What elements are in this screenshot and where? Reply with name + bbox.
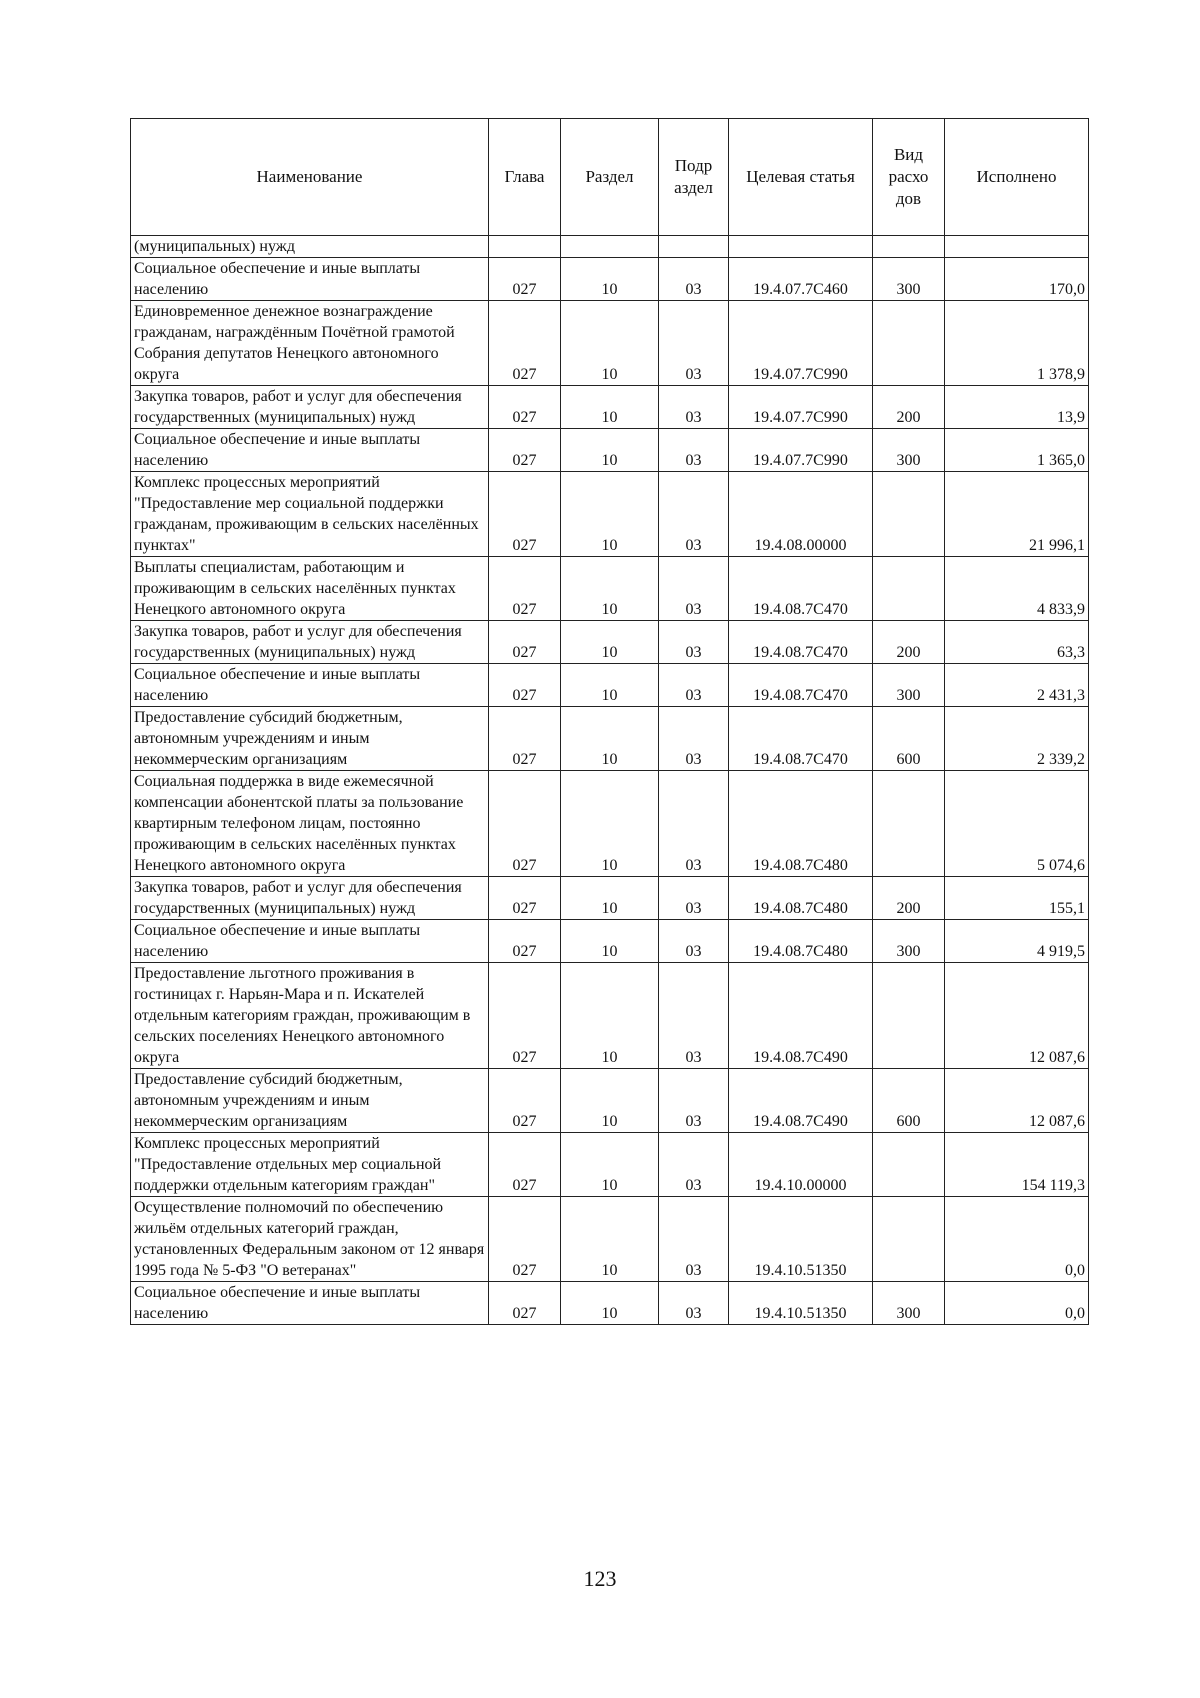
cell-subsection: 03 xyxy=(659,621,729,664)
table-row xyxy=(131,771,1089,877)
table-row xyxy=(131,1069,1089,1133)
table-row xyxy=(131,963,1089,1069)
cell-chapter: 027 xyxy=(489,301,561,386)
cell-type: 300 xyxy=(873,920,945,963)
header-article: Целевая статья xyxy=(729,119,873,236)
cell-type xyxy=(873,472,945,557)
cell-chapter: 027 xyxy=(489,1282,561,1325)
cell-subsection: 03 xyxy=(659,1197,729,1282)
cell-section: 10 xyxy=(561,963,659,1069)
header-section: Раздел xyxy=(561,119,659,236)
cell-article xyxy=(729,236,873,258)
cell-subsection: 03 xyxy=(659,1133,729,1197)
cell-section: 10 xyxy=(561,621,659,664)
cell-sum: 4 833,9 xyxy=(945,557,1089,621)
cell-type xyxy=(873,236,945,258)
cell-type xyxy=(873,963,945,1069)
cell-section: 10 xyxy=(561,258,659,301)
cell-name: Осуществление полномочий по обеспечению жильём отдельных категорий граждан, установленных Федеральным законом от 12 января 1995 года № 5-ФЗ "О ветеранах" xyxy=(131,1197,489,1282)
table-row xyxy=(131,301,1089,386)
cell-article: 19.4.10.00000 xyxy=(729,1133,873,1197)
cell-article: 19.4.08.7С480 xyxy=(729,771,873,877)
table-body xyxy=(131,236,1089,1325)
cell-subsection: 03 xyxy=(659,429,729,472)
cell-article: 19.4.08.7С470 xyxy=(729,621,873,664)
cell-name: Социальное обеспечение и иные выплаты населению xyxy=(131,1282,489,1325)
cell-subsection: 03 xyxy=(659,472,729,557)
table-row xyxy=(131,877,1089,920)
cell-subsection: 03 xyxy=(659,963,729,1069)
cell-chapter: 027 xyxy=(489,429,561,472)
cell-name: Комплекс процессных мероприятий "Предоставление мер социальной поддержки гражданам, проживающим в сельских населённых пунктах" xyxy=(131,472,489,557)
cell-type: 600 xyxy=(873,1069,945,1133)
cell-article: 19.4.07.7С460 xyxy=(729,258,873,301)
table-row xyxy=(131,258,1089,301)
cell-name: Комплекс процессных мероприятий "Предоставление отдельных мер социальной поддержки отдельным категориям граждан" xyxy=(131,1133,489,1197)
cell-subsection: 03 xyxy=(659,301,729,386)
cell-sum: 154 119,3 xyxy=(945,1133,1089,1197)
cell-subsection: 03 xyxy=(659,386,729,429)
cell-article: 19.4.08.7С470 xyxy=(729,707,873,771)
cell-chapter: 027 xyxy=(489,472,561,557)
header-chapter: Глава xyxy=(489,119,561,236)
cell-section: 10 xyxy=(561,557,659,621)
cell-type: 300 xyxy=(873,258,945,301)
cell-section: 10 xyxy=(561,920,659,963)
cell-sum: 13,9 xyxy=(945,386,1089,429)
cell-sum xyxy=(945,236,1089,258)
cell-name: Социальное обеспечение и иные выплаты населению xyxy=(131,664,489,707)
cell-article: 19.4.08.7С490 xyxy=(729,963,873,1069)
cell-subsection: 03 xyxy=(659,771,729,877)
cell-name: (муниципальных) нужд xyxy=(131,236,489,258)
table-row xyxy=(131,472,1089,557)
table-row xyxy=(131,1197,1089,1282)
cell-chapter: 027 xyxy=(489,664,561,707)
cell-sum: 1 365,0 xyxy=(945,429,1089,472)
table-row xyxy=(131,236,1089,258)
table-row xyxy=(131,386,1089,429)
cell-section: 10 xyxy=(561,386,659,429)
header-type: Вид расхо дов xyxy=(873,119,945,236)
cell-type: 200 xyxy=(873,386,945,429)
cell-sum: 4 919,5 xyxy=(945,920,1089,963)
cell-article: 19.4.07.7С990 xyxy=(729,429,873,472)
cell-name: Предоставление субсидий бюджетным, автономным учреждениям и иным некоммерческим организациям xyxy=(131,707,489,771)
cell-chapter: 027 xyxy=(489,1069,561,1133)
cell-sum: 2 431,3 xyxy=(945,664,1089,707)
cell-sum: 63,3 xyxy=(945,621,1089,664)
cell-section: 10 xyxy=(561,1133,659,1197)
cell-article: 19.4.07.7С990 xyxy=(729,301,873,386)
cell-type: 600 xyxy=(873,707,945,771)
cell-chapter: 027 xyxy=(489,258,561,301)
cell-type: 200 xyxy=(873,877,945,920)
cell-sum: 155,1 xyxy=(945,877,1089,920)
cell-article: 19.4.07.7С990 xyxy=(729,386,873,429)
cell-chapter: 027 xyxy=(489,877,561,920)
cell-type: 300 xyxy=(873,429,945,472)
cell-subsection: 03 xyxy=(659,877,729,920)
cell-subsection: 03 xyxy=(659,258,729,301)
cell-section: 10 xyxy=(561,771,659,877)
cell-name: Социальная поддержка в виде ежемесячной компенсации абонентской платы за пользование квартирным телефоном лицам, постоянно проживающим в сельских населённых пунктах Ненецкого автономного округа xyxy=(131,771,489,877)
cell-section: 10 xyxy=(561,429,659,472)
cell-subsection: 03 xyxy=(659,920,729,963)
cell-subsection: 03 xyxy=(659,1069,729,1133)
cell-sum: 0,0 xyxy=(945,1197,1089,1282)
cell-type xyxy=(873,1133,945,1197)
cell-subsection: 03 xyxy=(659,664,729,707)
table-row xyxy=(131,664,1089,707)
cell-type xyxy=(873,301,945,386)
cell-sum: 5 074,6 xyxy=(945,771,1089,877)
cell-chapter: 027 xyxy=(489,963,561,1069)
cell-sum: 0,0 xyxy=(945,1282,1089,1325)
cell-article: 19.4.08.00000 xyxy=(729,472,873,557)
cell-name: Социальное обеспечение и иные выплаты населению xyxy=(131,429,489,472)
table-row xyxy=(131,429,1089,472)
header-sum: Исполнено xyxy=(945,119,1089,236)
cell-section: 10 xyxy=(561,1282,659,1325)
cell-name: Предоставление льготного проживания в гостиницах г. Нарьян-Мара и п. Искателей отдельным категориям граждан, проживающим в сельских поселениях Ненецкого автономного округа xyxy=(131,963,489,1069)
cell-type: 200 xyxy=(873,621,945,664)
cell-section: 10 xyxy=(561,1197,659,1282)
cell-name: Закупка товаров, работ и услуг для обеспечения государственных (муниципальных) нужд xyxy=(131,386,489,429)
cell-sum: 2 339,2 xyxy=(945,707,1089,771)
cell-chapter: 027 xyxy=(489,621,561,664)
budget-table xyxy=(130,118,1089,1325)
cell-chapter xyxy=(489,236,561,258)
table-row xyxy=(131,621,1089,664)
cell-section: 10 xyxy=(561,707,659,771)
table-row xyxy=(131,1282,1089,1325)
cell-article: 19.4.08.7С470 xyxy=(729,664,873,707)
header-subsection: Подр аздел xyxy=(659,119,729,236)
cell-chapter: 027 xyxy=(489,386,561,429)
cell-chapter: 027 xyxy=(489,707,561,771)
cell-name: Выплаты специалистам, работающим и проживающим в сельских населённых пунктах Ненецкого автономного округа xyxy=(131,557,489,621)
cell-subsection: 03 xyxy=(659,707,729,771)
cell-article: 19.4.08.7С470 xyxy=(729,557,873,621)
header-name: Наименование xyxy=(131,119,489,236)
cell-type xyxy=(873,1197,945,1282)
cell-subsection: 03 xyxy=(659,1282,729,1325)
cell-subsection xyxy=(659,236,729,258)
cell-sum: 1 378,9 xyxy=(945,301,1089,386)
cell-article: 19.4.10.51350 xyxy=(729,1197,873,1282)
cell-type xyxy=(873,557,945,621)
cell-sum: 170,0 xyxy=(945,258,1089,301)
cell-type: 300 xyxy=(873,664,945,707)
cell-name: Предоставление субсидий бюджетным, автономным учреждениям и иным некоммерческим организациям xyxy=(131,1069,489,1133)
cell-article: 19.4.10.51350 xyxy=(729,1282,873,1325)
cell-type: 300 xyxy=(873,1282,945,1325)
cell-chapter: 027 xyxy=(489,771,561,877)
cell-name: Закупка товаров, работ и услуг для обеспечения государственных (муниципальных) нужд xyxy=(131,877,489,920)
cell-section: 10 xyxy=(561,877,659,920)
cell-sum: 12 087,6 xyxy=(945,963,1089,1069)
cell-section xyxy=(561,236,659,258)
cell-chapter: 027 xyxy=(489,1197,561,1282)
cell-name: Закупка товаров, работ и услуг для обеспечения государственных (муниципальных) нужд xyxy=(131,621,489,664)
cell-chapter: 027 xyxy=(489,1133,561,1197)
cell-chapter: 027 xyxy=(489,557,561,621)
cell-sum: 12 087,6 xyxy=(945,1069,1089,1133)
table-row xyxy=(131,1133,1089,1197)
cell-subsection: 03 xyxy=(659,557,729,621)
cell-chapter: 027 xyxy=(489,920,561,963)
table-header-row xyxy=(131,119,1089,236)
cell-name: Социальное обеспечение и иные выплаты населению xyxy=(131,258,489,301)
page-number: 123 xyxy=(583,1566,617,1591)
cell-name: Социальное обеспечение и иные выплаты населению xyxy=(131,920,489,963)
cell-section: 10 xyxy=(561,1069,659,1133)
cell-article: 19.4.08.7С480 xyxy=(729,920,873,963)
cell-section: 10 xyxy=(561,301,659,386)
cell-article: 19.4.08.7С490 xyxy=(729,1069,873,1133)
cell-sum: 21 996,1 xyxy=(945,472,1089,557)
table-row xyxy=(131,920,1089,963)
cell-name: Единовременное денежное вознаграждение гражданам, награждённым Почётной грамотой Собрания депутатов Ненецкого автономного округа xyxy=(131,301,489,386)
cell-section: 10 xyxy=(561,472,659,557)
cell-section: 10 xyxy=(561,664,659,707)
table-row xyxy=(131,557,1089,621)
cell-type xyxy=(873,771,945,877)
table-row xyxy=(131,707,1089,771)
cell-article: 19.4.08.7С480 xyxy=(729,877,873,920)
